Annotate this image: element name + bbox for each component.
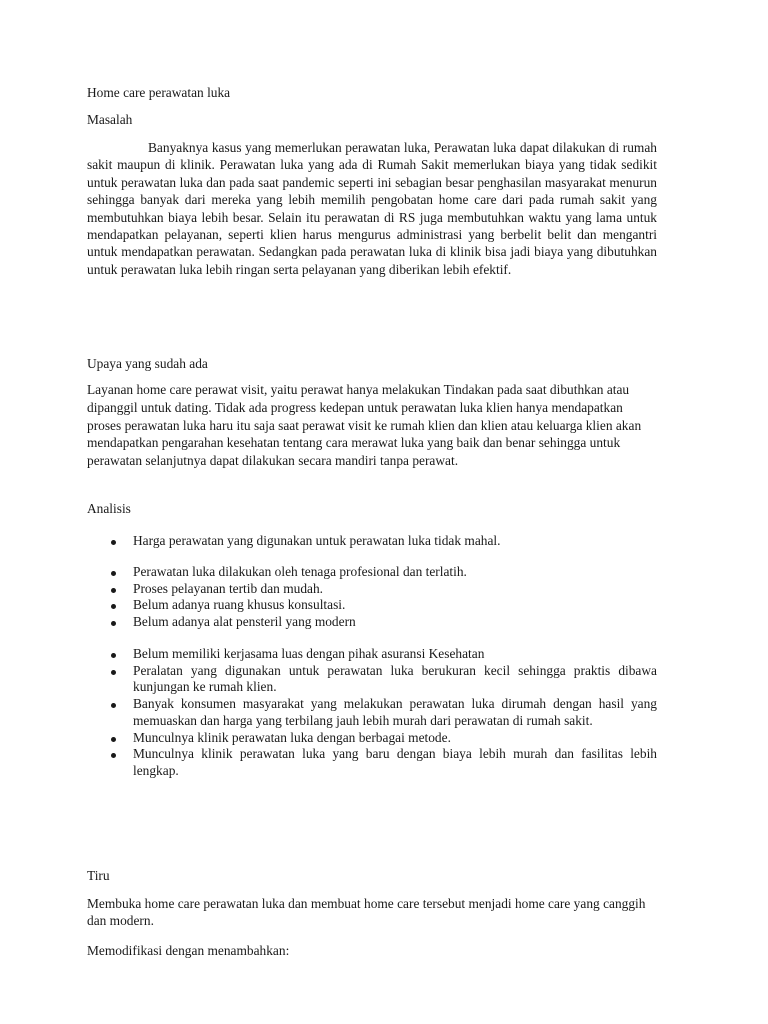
list-item: Perawatan luka dilakukan oleh tenaga profesional dan terlatih. [87,564,657,581]
heading-analisis: Analisis [87,501,131,516]
analisis-list-2 [87,564,657,631]
analisis-list-1 [87,533,657,550]
list-item: Munculnya klinik perawatan luka dengan berbagai metode. [87,730,657,747]
list-item: Belum adanya ruang khusus konsultasi. [87,597,657,614]
paragraph-masalah: Banyaknya kasus yang memerlukan perawatan luka, Perawatan luka dapat dilakukan di rumah sakit maupun di klinik. Perawatan luka yang ada di Rumah Sakit memerlukan biaya yang tidak sedikit untuk perawatan luka dan pada saat pandemic seperti ini sebagian besar penghasilan masyarakat menurun sehingga banyak dari mereka yang lebih memilih pengobatan home care dari pada rumah sakit yang membutuhkan biaya lebih besar. Selain itu perawatan di RS juga membutuhkan waktu yang lama untuk mendapatkan pelayanan, seperti klien harus mengurus administrasi yang berbelit belit dan mengantri untuk mendapatkan perawatan. Sedangkan pada perawatan luka di klinik bisa jadi biaya yang dibutuhkan untuk perawatan luka lebih ringan serta pelayanan yang diberikan lebih efektif. [87,140,657,277]
list-item: Belum memiliki kerjasama luas dengan pihak asuransi Kesehatan [87,646,657,663]
list-item: Peralatan yang digunakan untuk perawatan luka berukuran kecil sehingga praktis dibawa kunjungan ke rumah klien. [87,663,657,696]
paragraph-upaya: Layanan home care perawat visit, yaitu perawat hanya melakukan Tindakan pada saat dibuthkan atau dipanggil untuk dating. Tidak ada progress kedepan untuk perawatan luka klien hanya mendapatkan proses perawatan luka haru itu saja saat perawat visit ke rumah klien dan klien atau keluarga klien akan mendapatkan pengarahan kesehatan tentang cara merawat luka yang baik dan benar sehingga untuk perawatan selanjutnya dapat dilakukan secara mandiri tanpa perawat. [87,382,642,469]
list-item: Harga perawatan yang digunakan untuk perawatan luka tidak mahal. [87,533,657,550]
list-item: Banyak konsumen masyarakat yang melakukan perawatan luka dirumah dengan hasil yang memuaskan dan harga yang terbilang jauh lebih murah dari perawatan di rumah sakit. [87,696,657,729]
analisis-list-3 [87,646,657,780]
heading-upaya: Upaya yang sudah ada [87,356,208,371]
heading-modifikasi: Memodifikasi dengan menambahkan: [87,943,290,958]
list-item: Munculnya klinik perawatan luka yang baru dengan biaya lebih murah dan fasilitas lebih lengkap. [87,746,657,779]
list-item: Proses pelayanan tertib dan mudah. [87,581,657,598]
list-item: Belum adanya alat pensteril yang modern [87,614,657,631]
heading-masalah: Masalah [87,112,133,127]
paragraph-tiru: Membuka home care perawatan luka dan membuat home care tersebut menjadi home care yang canggih dan modern. [87,896,646,929]
document-title: Home care perawatan luka [87,85,231,100]
heading-tiru: Tiru [87,868,110,883]
